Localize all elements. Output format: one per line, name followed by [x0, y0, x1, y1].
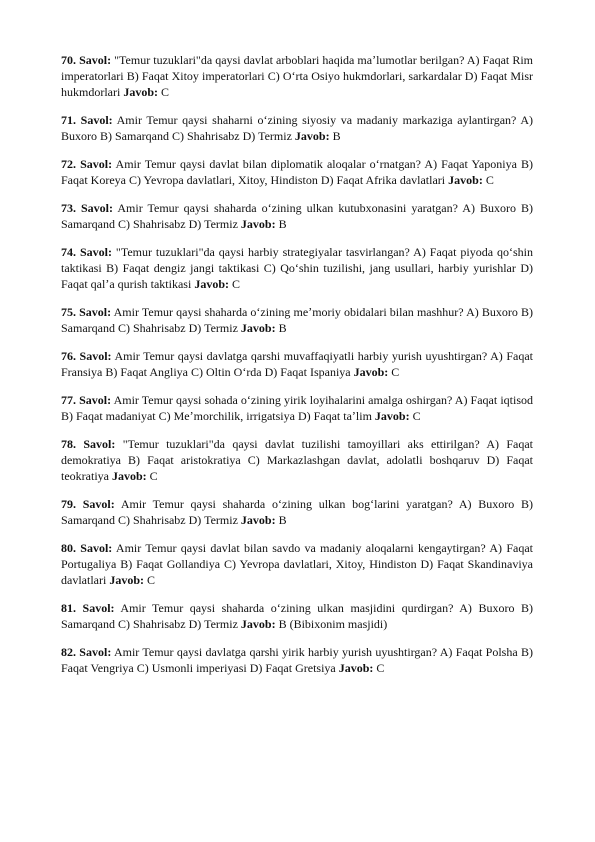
- question-label: 72. Savol:: [61, 157, 113, 171]
- question-label: 81. Savol:: [61, 601, 115, 615]
- answer-value: B: [278, 513, 287, 527]
- question-item: [61, 644, 533, 676]
- question-label: 76. Savol:: [61, 349, 112, 363]
- question-text: Amir Temur qaysi davlatga qarshi yirik harbiy yurish uyushtirgan? A) Faqat Polsha B) Faqat Vengriya C) Usmonli imperiyasi D) Faqat Gretsiya: [61, 645, 533, 675]
- answer-label: Javob:: [338, 661, 374, 675]
- question-text: "Temur tuzuklari"da qaysi davlat arboblari haqida maʼlumotlar berilgan? A) Faqat Rim imperatorlari B) Faqat Xitoy imperatorlari C) Oʻrta Osiyo hukmdorlari, sarkardalar D) Faqat Misr hukmdorlari: [61, 53, 533, 99]
- question-item: [61, 600, 533, 632]
- question-item: [61, 540, 533, 588]
- question-text: Amir Temur qaysi sohada oʻzining yirik loyihalarini amalga oshirgan? A) Faqat iqtisod B) Faqat madaniyat C) Meʼmorchilik, irrigatsiya D) Faqat taʼlim: [61, 393, 533, 423]
- question-text: Amir Temur qaysi shaharda oʻzining ulkan bogʻlarini yaratgan? A) Buxoro B) Samarqand C) Shahrisabz D) Termiz: [61, 497, 534, 527]
- answer-value: C: [146, 573, 155, 587]
- answer-label: Javob:: [109, 573, 144, 587]
- question-label: 74. Savol:: [61, 245, 112, 259]
- question-label: 71. Savol:: [61, 113, 113, 127]
- answer-value: C: [485, 173, 494, 187]
- question-text: "Temur tuzuklari"da qaysi harbiy strategiyalar tasvirlangan? A) Faqat piyoda qoʻshin taktikasi B) Faqat dengiz jangi taktikasi C) Qoʻshin tuzilishi, jang usullari, harbiy yurishlar D) Faqat qalʼa qurish taktikasi: [61, 245, 533, 291]
- question-label: 70. Savol:: [61, 53, 112, 67]
- document-page: [61, 52, 533, 688]
- question-label: 75. Savol:: [61, 305, 112, 319]
- answer-label: Javob:: [194, 277, 229, 291]
- question-item: [61, 304, 533, 336]
- question-item: [61, 348, 533, 380]
- answer-value: C: [161, 85, 170, 99]
- answer-value: B: [278, 321, 287, 335]
- question-text: Amir Temur qaysi davlatga qarshi muvaffaqiyatli harbiy yurish uyushtirgan? A) Faqat Fransiya B) Faqat Angliya C) Oltin Oʻrda D) Faqat Ispaniya: [61, 349, 533, 379]
- question-item: [61, 436, 533, 484]
- answer-label: Javob:: [123, 85, 158, 99]
- question-label: 77. Savol:: [61, 393, 112, 407]
- question-item: [61, 392, 533, 424]
- answer-label: Javob:: [374, 409, 410, 423]
- question-text: Amir Temur qaysi shaharda oʻzining ulkan kutubxonasini yaratgan? A) Buxoro B) Samarqand C) Shahrisabz D) Termiz: [61, 201, 533, 231]
- answer-label: Javob:: [448, 173, 483, 187]
- answer-value: C: [376, 661, 385, 675]
- answer-value: C: [149, 469, 158, 483]
- question-item: [61, 200, 533, 232]
- answer-label: Javob:: [353, 365, 389, 379]
- question-label: 73. Savol:: [61, 201, 114, 215]
- question-label: 78. Savol:: [61, 437, 116, 451]
- question-item: [61, 496, 533, 528]
- question-label: 79. Savol:: [61, 497, 115, 511]
- answer-value: C: [412, 409, 421, 423]
- answer-label: Javob:: [240, 217, 276, 231]
- question-text: Amir Temur qaysi davlat bilan savdo va madaniy aloqalarni kengaytirgan? A) Faqat Portugaliya B) Faqat Gollandiya C) Yevropa davlatlari, Xitoy, Hindiston D) Faqat Skandinaviya davlatlari: [61, 541, 533, 587]
- answer-label: Javob:: [111, 469, 147, 483]
- question-item: [61, 112, 533, 144]
- answer-value: C: [231, 277, 240, 291]
- answer-value: B: [332, 129, 341, 143]
- question-label: 82. Savol:: [61, 645, 112, 659]
- answer-label: Javob:: [240, 321, 276, 335]
- answer-label: Javob:: [240, 513, 276, 527]
- question-item: [61, 244, 533, 292]
- answer-value: B (Bibixonim masjidi): [278, 617, 388, 631]
- answer-value: C: [391, 365, 400, 379]
- question-text: Amir Temur qaysi davlat bilan diplomatik aloqalar oʻrnatgan? A) Faqat Yaponiya B) Faqat Koreya C) Yevropa davlatlari, Xitoy, Hindiston D) Faqat Afrika davlatlari: [61, 157, 533, 187]
- answer-label: Javob:: [294, 129, 330, 143]
- question-text: Amir Temur qaysi shaharda oʻzining ulkan masjidini qurdirgan? A) Buxoro B) Samarqand C) Shahrisabz D) Termiz: [61, 601, 533, 631]
- question-text: Amir Temur qaysi shaharni oʻzining siyosiy va madaniy markaziga aylantirgan? A) Buxoro B) Samarqand C) Shahrisabz D) Termiz: [61, 113, 533, 143]
- question-item: [61, 156, 533, 188]
- question-item: [61, 52, 533, 100]
- answer-label: Javob:: [240, 617, 276, 631]
- question-text: "Temur tuzuklari"da qaysi davlat tuzilishi tamoyillari aks ettirilgan? A) Faqat demokratiya B) Faqat aristokratiya C) Markazlashgan davlat, adolatli boshqaruv D) Faqat teokratiya: [61, 437, 533, 483]
- question-text: Amir Temur qaysi shaharda oʻzining meʼmoriy obidalari bilan mashhur? A) Buxoro B) Samarqand C) Shahrisabz D) Termiz: [61, 305, 534, 335]
- question-label: 80. Savol:: [61, 541, 113, 555]
- answer-value: B: [278, 217, 287, 231]
